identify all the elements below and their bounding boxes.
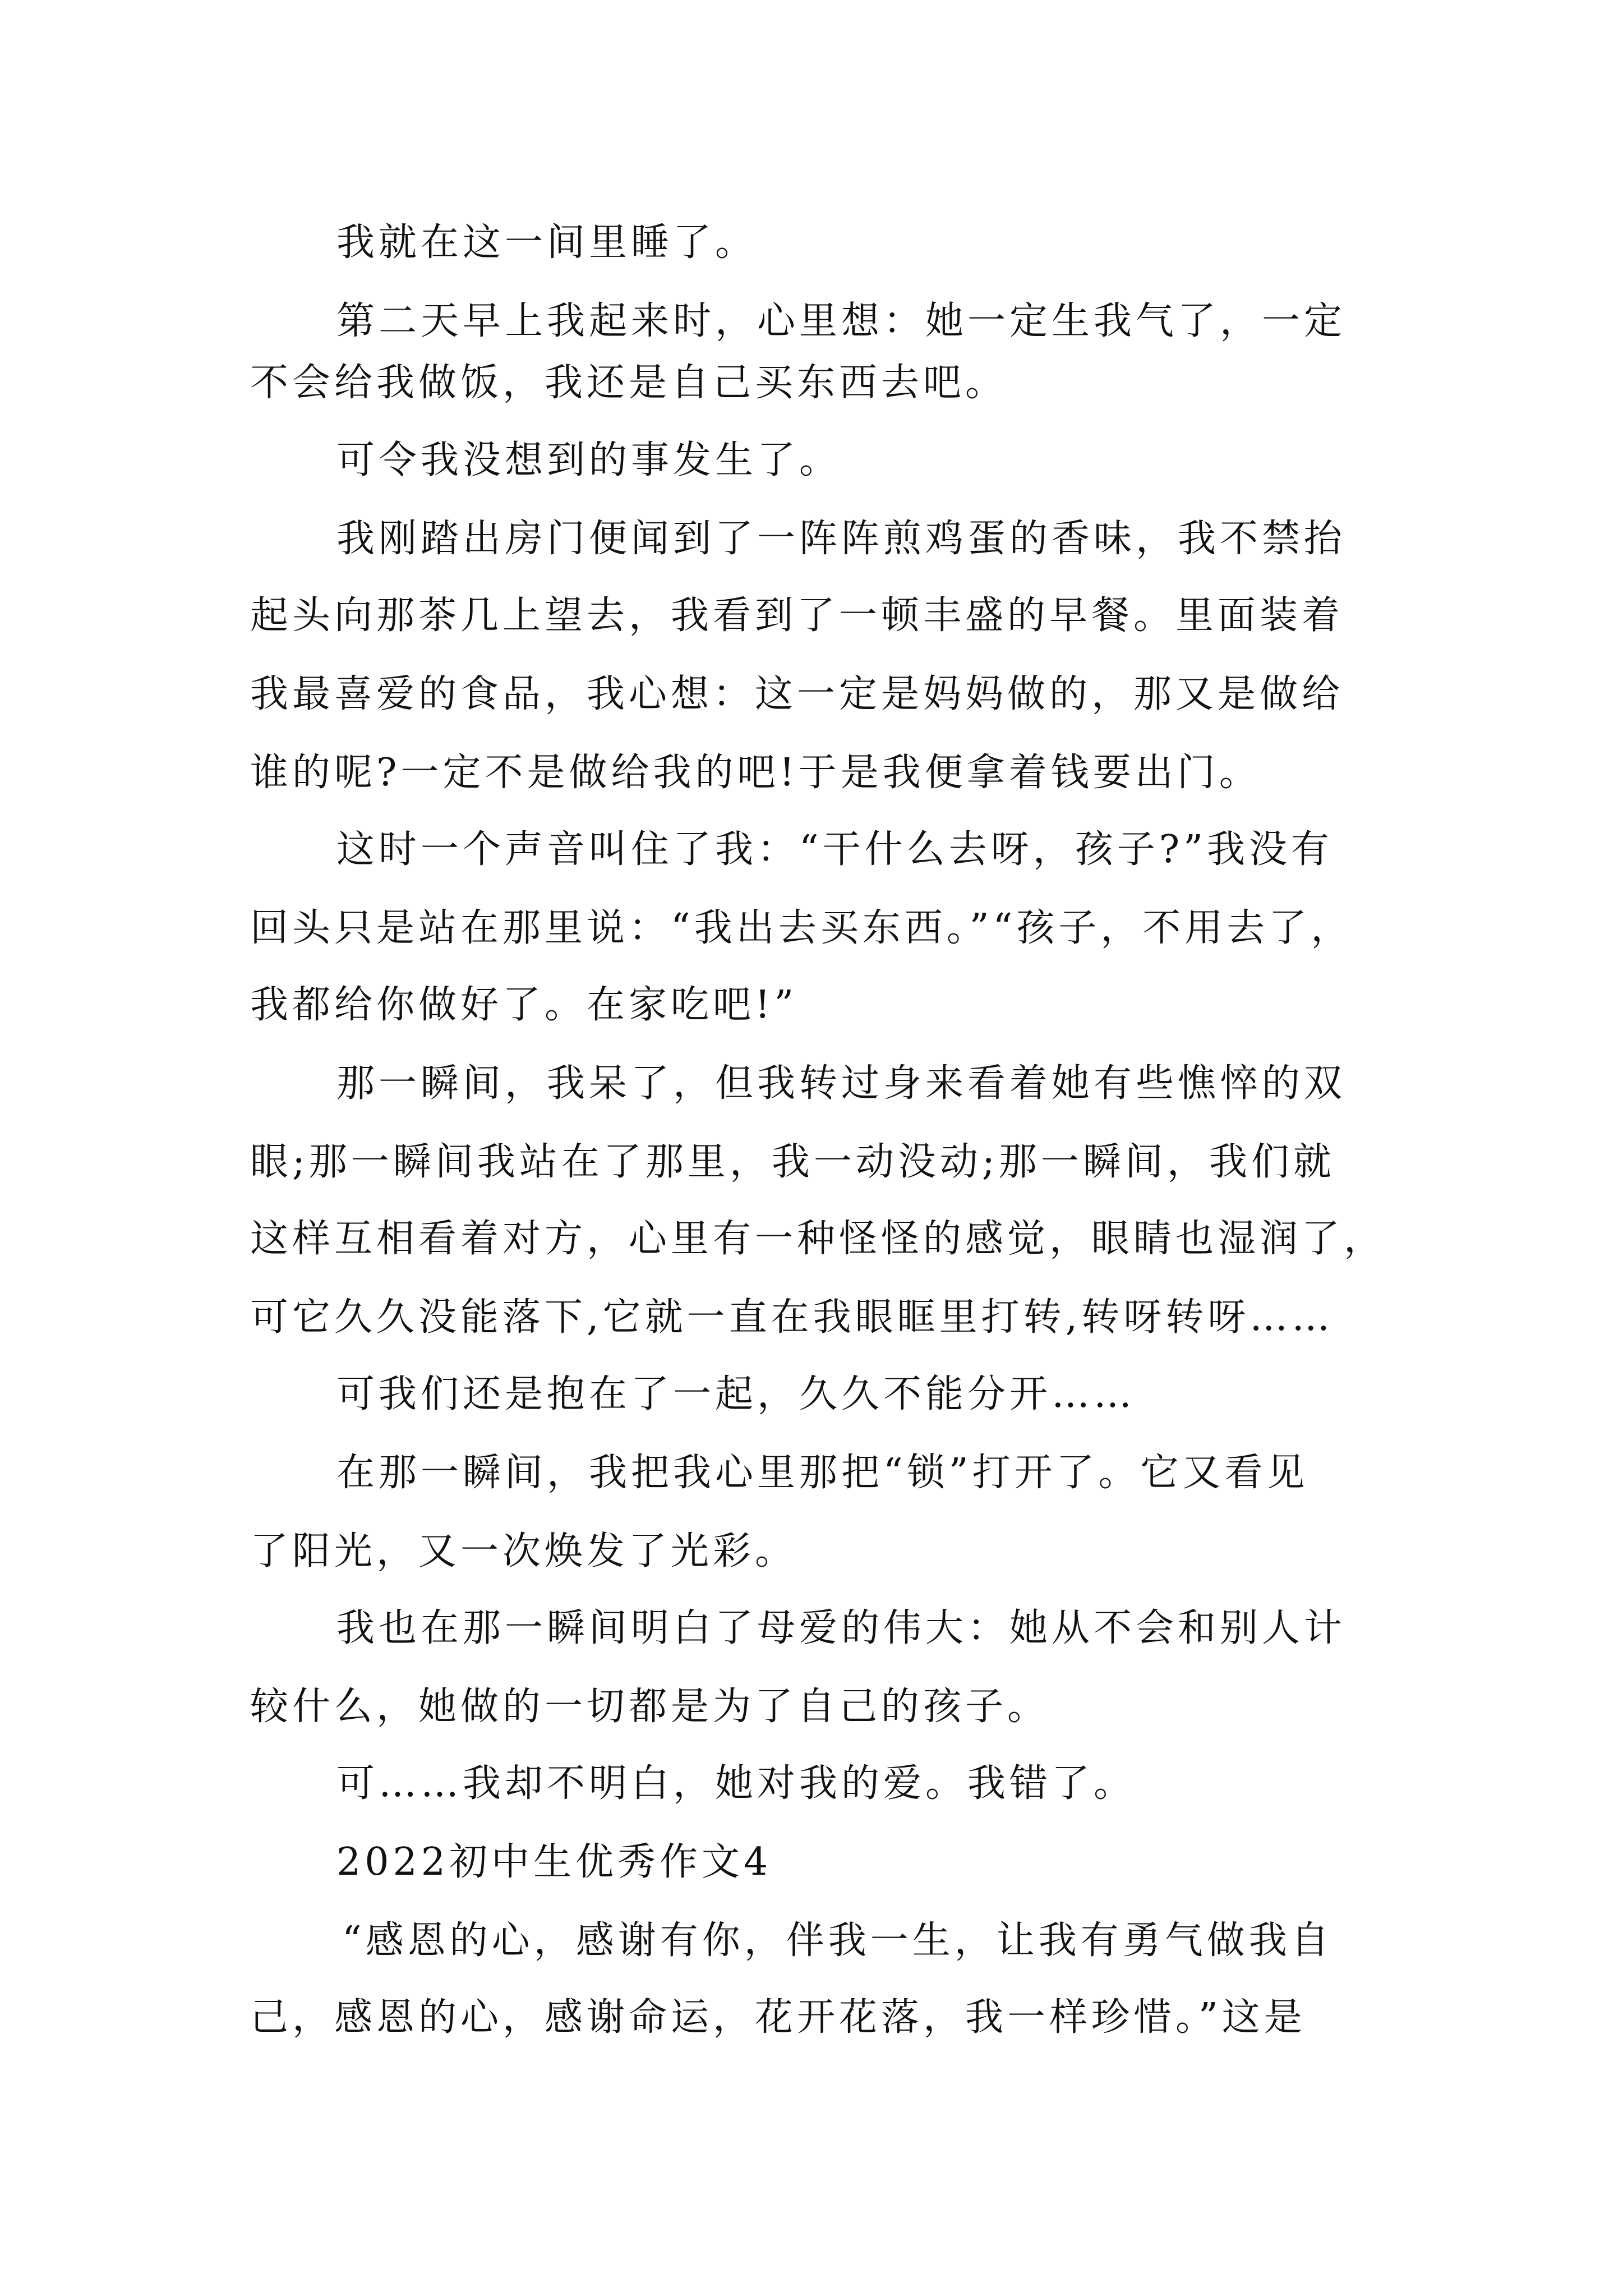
text-line: 我最喜爱的食品，我心想：这一定是妈妈做的，那又是做给 (250, 672, 1344, 716)
text-line: 谁的呢?一定不是做给我的吧!于是我便拿着钱要出门。 (250, 751, 1261, 795)
text-line: 在那一瞬间，我把我心里那把“锁”打开了。它又看见 (336, 1451, 1309, 1495)
text-line: 这时一个声音叫住了我：“干什么去呀，孩子?”我没有 (336, 827, 1333, 872)
text-line: 较什么，她做的一切都是为了自己的孩子。 (250, 1685, 1050, 1729)
text-line: 回头只是站在那里说：“我出去买东西。”“孩子，不用去了， (250, 906, 1353, 950)
section-heading: 2022初中生优秀作文4 (336, 1840, 772, 1884)
text-line: 我也在那一瞬间明白了母爱的伟大：她从不会和别人计 (336, 1606, 1347, 1650)
text-line: 第二天早上我起来时，心里想：她一定生我气了，一定 (336, 299, 1347, 343)
text-line: “感恩的心，感谢有你，伴我一生，让我有勇气做我自 (342, 1918, 1333, 1963)
text-line: 眼;那一瞬间我站在了那里，我一动没动;那一瞬间，我们就 (250, 1140, 1335, 1184)
text-line: 己，感恩的心，感谢命运，花开花落，我一样珍惜。”这是 (250, 1995, 1306, 2040)
text-line: 可它久久没能落下,它就一直在我眼眶里打转,转呀转呀…… (250, 1295, 1334, 1340)
text-line: 不会给我做饭，我还是自己买东西去吧。 (250, 361, 1008, 405)
text-line: 我都给你做好了。在家吃吧!” (250, 983, 798, 1027)
text-line: 可令我没想到的事发生了。 (336, 438, 842, 482)
text-line: 那一瞬间，我呆了，但我转过身来看着她有些憔悴的双 (336, 1061, 1347, 1106)
text-line: 可……我却不明白，她对我的爱。我错了。 (336, 1761, 1136, 1806)
text-line: 这样互相看着对方，心里有一种怪怪的感觉，眼睛也湿润了， (250, 1217, 1386, 1261)
text-line: 可我们还是抱在了一起，久久不能分开…… (336, 1372, 1136, 1416)
text-line: 起头向那茶几上望去，我看到了一顿丰盛的早餐。里面装着 (250, 593, 1344, 638)
text-line: 我就在这一间里睡了。 (336, 220, 758, 265)
text-line: 我刚踏出房门便闻到了一阵阵煎鸡蛋的香味，我不禁抬 (336, 517, 1347, 561)
text-line: 了阳光，又一次焕发了光彩。 (250, 1529, 797, 1573)
